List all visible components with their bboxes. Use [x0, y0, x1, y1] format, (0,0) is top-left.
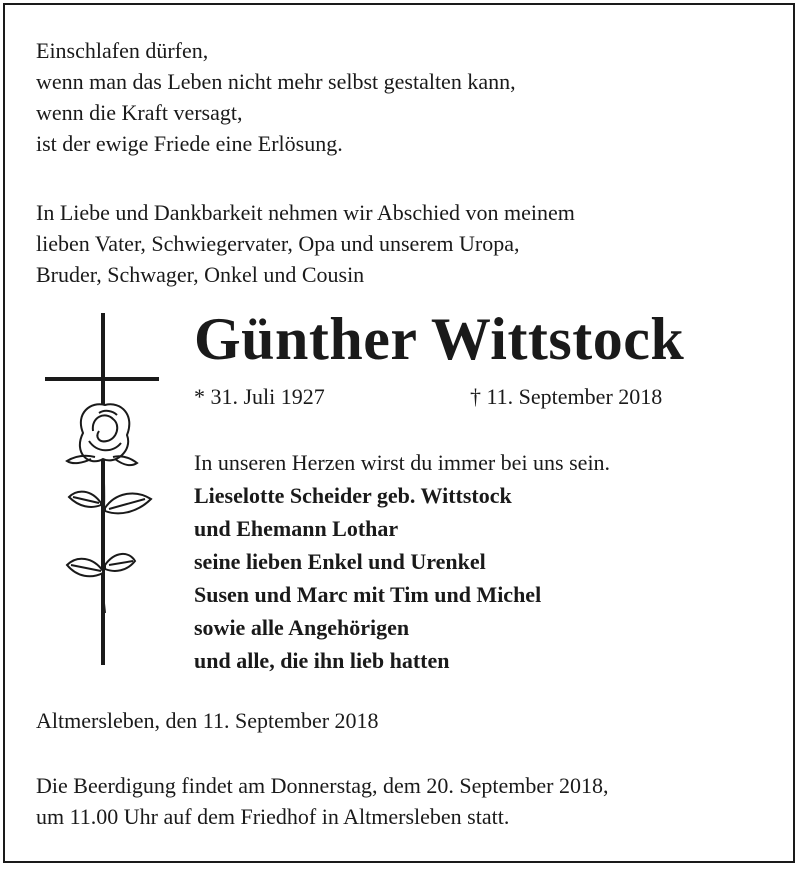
mourners-block	[194, 446, 610, 677]
death-date: † 11. September 2018	[470, 384, 663, 409]
cross-icon	[45, 313, 159, 665]
intro-line: In Liebe und Dankbarkeit nehmen wir Abschied von meinem	[36, 200, 575, 225]
verse	[36, 35, 516, 159]
mourner-line: und alle, die ihn lieb hatten	[194, 648, 450, 673]
verse-line: wenn die Kraft versagt,	[36, 100, 243, 125]
verse-line: ist der ewige Friede eine Erlösung.	[36, 131, 343, 156]
intro-line: Bruder, Schwager, Onkel und Cousin	[36, 262, 365, 287]
rose-icon	[67, 404, 151, 613]
funeral-line: Die Beerdigung findet am Donnerstag, dem 20. September 2018,	[36, 773, 609, 798]
obituary-notice	[3, 3, 795, 863]
verse-line: wenn man das Leben nicht mehr selbst gestalten kann,	[36, 69, 516, 94]
mourner-line: seine lieben Enkel und Urenkel	[194, 549, 486, 574]
birth-date: * 31. Juli 1927	[194, 384, 325, 409]
mourner-line: sowie alle Angehörigen	[194, 615, 410, 640]
intro-text	[36, 197, 575, 290]
mourner-line: Susen und Marc mit Tim und Michel	[194, 582, 542, 607]
funeral-info	[36, 770, 608, 832]
motto: In unseren Herzen wirst du immer bei uns sein.	[194, 450, 611, 475]
deceased-name: Günther Wittstock	[194, 306, 685, 372]
intro-line: lieben Vater, Schwiegervater, Opa und unserem Uropa,	[36, 231, 520, 256]
funeral-line: um 11.00 Uhr auf dem Friedhof in Altmersleben statt.	[36, 804, 510, 829]
mourner-line: Lieselotte Scheider geb. Wittstock	[194, 483, 512, 508]
place-date: Altmersleben, den 11. September 2018	[36, 708, 379, 733]
mourner-line: und Ehemann Lothar	[194, 516, 399, 541]
cross-with-rose	[43, 313, 163, 669]
verse-line: Einschlafen dürfen,	[36, 38, 209, 63]
